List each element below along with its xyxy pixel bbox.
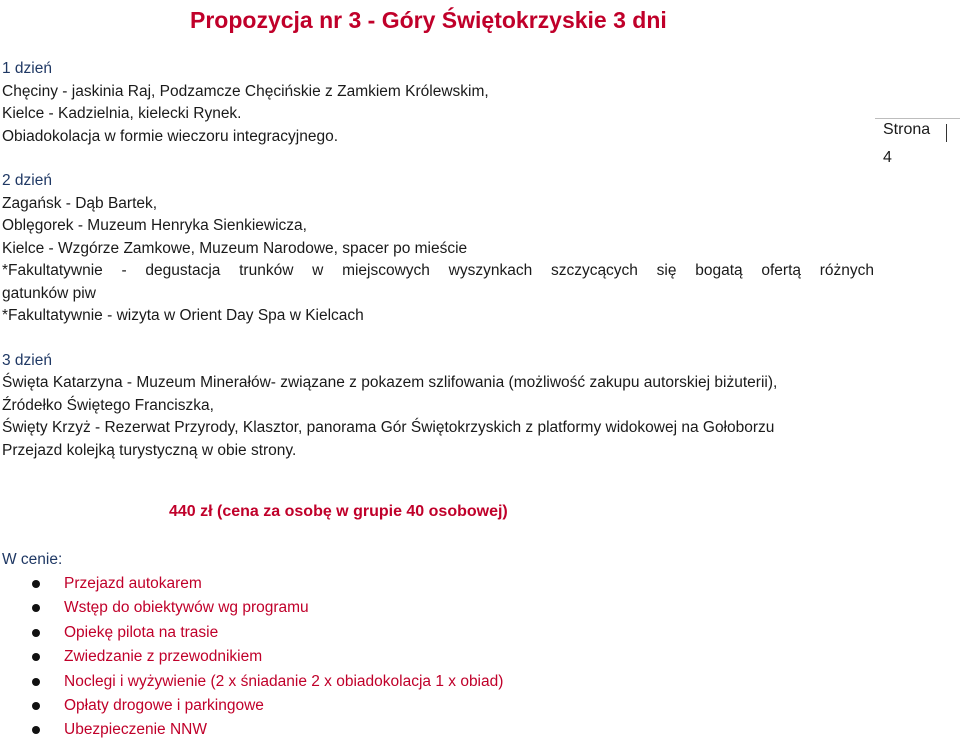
- day-3-line: Święta Katarzyna - Muzeum Minerałów- związane z pokazem szlifowania (możliwość zakupu autorskiej biżuterii),: [2, 374, 778, 391]
- list-item-label: Opłaty drogowe i parkingowe: [64, 697, 264, 715]
- day-2-heading: 2 dzień: [2, 172, 52, 189]
- list-item: [0, 572, 503, 596]
- itinerary: [2, 58, 874, 462]
- list-item-label: Noclegi i wyżywienie (2 x śniadanie 2 x obiadokolacja 1 x obiad): [64, 672, 504, 690]
- bullet-icon: [32, 580, 40, 588]
- list-item-label: Przejazd autokarem: [64, 575, 202, 592]
- list-item: [0, 596, 503, 620]
- list-item: [0, 718, 503, 742]
- page-title: Propozycja nr 3 - Góry Świętokrzyskie 3 dni: [190, 7, 667, 33]
- day-3-line: Źródełko Świętego Franciszka,: [2, 396, 214, 414]
- page-marker-divider: [946, 124, 947, 142]
- page-marker-label: Strona: [883, 121, 931, 138]
- day-2-line: Zagańsk - Dąb Bartek,: [2, 194, 158, 212]
- day-2-section: [2, 170, 874, 328]
- list-item: [0, 645, 503, 669]
- day-2-line: Kielce - Wzgórze Zamkowe, Muzeum Narodowe, spacer po mieście: [2, 239, 468, 257]
- day-2-line: gatunków piw: [2, 284, 96, 302]
- price-line: 440 zł (cena za osobę w grupie 40 osobowej): [169, 503, 508, 520]
- day-2-line: Oblęgorek - Muzeum Henryka Sienkiewicza,: [2, 217, 307, 234]
- bullet-icon: [32, 653, 40, 661]
- day-1-line: Obiadokolacja w formie wieczoru integracyjnego.: [2, 127, 338, 145]
- page-number: 4: [883, 149, 892, 166]
- bullet-icon: [32, 629, 40, 637]
- day-1-heading: 1 dzień: [2, 60, 52, 77]
- day-2-line: *Fakultatywnie - degustacja trunków w miejscowych wyszynkach szczycących się bogatą ofertą różnych: [2, 262, 874, 279]
- list-item-label: Wstęp do obiektywów wg programu: [64, 599, 309, 617]
- day-1-line: Kielce - Kadzielnia, kielecki Rynek.: [2, 105, 242, 122]
- day-1-line: Chęciny - jaskinia Raj, Podzamcze Chęcińskie z Zamkiem Królewskim,: [2, 82, 489, 100]
- bullet-icon: [32, 726, 40, 734]
- day-1-section: [2, 58, 874, 148]
- includes-heading: W cenie:: [2, 551, 63, 568]
- bullet-icon: [32, 702, 40, 710]
- list-item-label: Zwiedzanie z przewodnikiem: [64, 648, 263, 666]
- page-marker-rule: [875, 118, 960, 119]
- bullet-icon: [32, 678, 40, 686]
- bullet-icon: [32, 604, 40, 612]
- day-3-line: Święty Krzyż - Rezerwat Przyrody, Klasztor, panorama Gór Świętokrzyskich z platformy widokowej na Gołoborzu: [2, 419, 775, 436]
- list-item-label: Ubezpieczenie NNW: [64, 721, 207, 739]
- includes-list: [0, 572, 503, 743]
- list-item-label: Opiekę pilota na trasie: [64, 623, 219, 641]
- list-item: [0, 621, 503, 645]
- page-marker: [875, 118, 960, 178]
- day-2-line: *Fakultatywnie - wizyta w Orient Day Spa w Kielcach: [2, 307, 364, 324]
- list-item: [0, 670, 503, 694]
- list-item: [0, 694, 503, 718]
- day-3-section: [2, 350, 874, 463]
- day-3-line: Przejazd kolejką turystyczną w obie strony.: [2, 441, 297, 459]
- day-3-heading: 3 dzień: [2, 351, 52, 369]
